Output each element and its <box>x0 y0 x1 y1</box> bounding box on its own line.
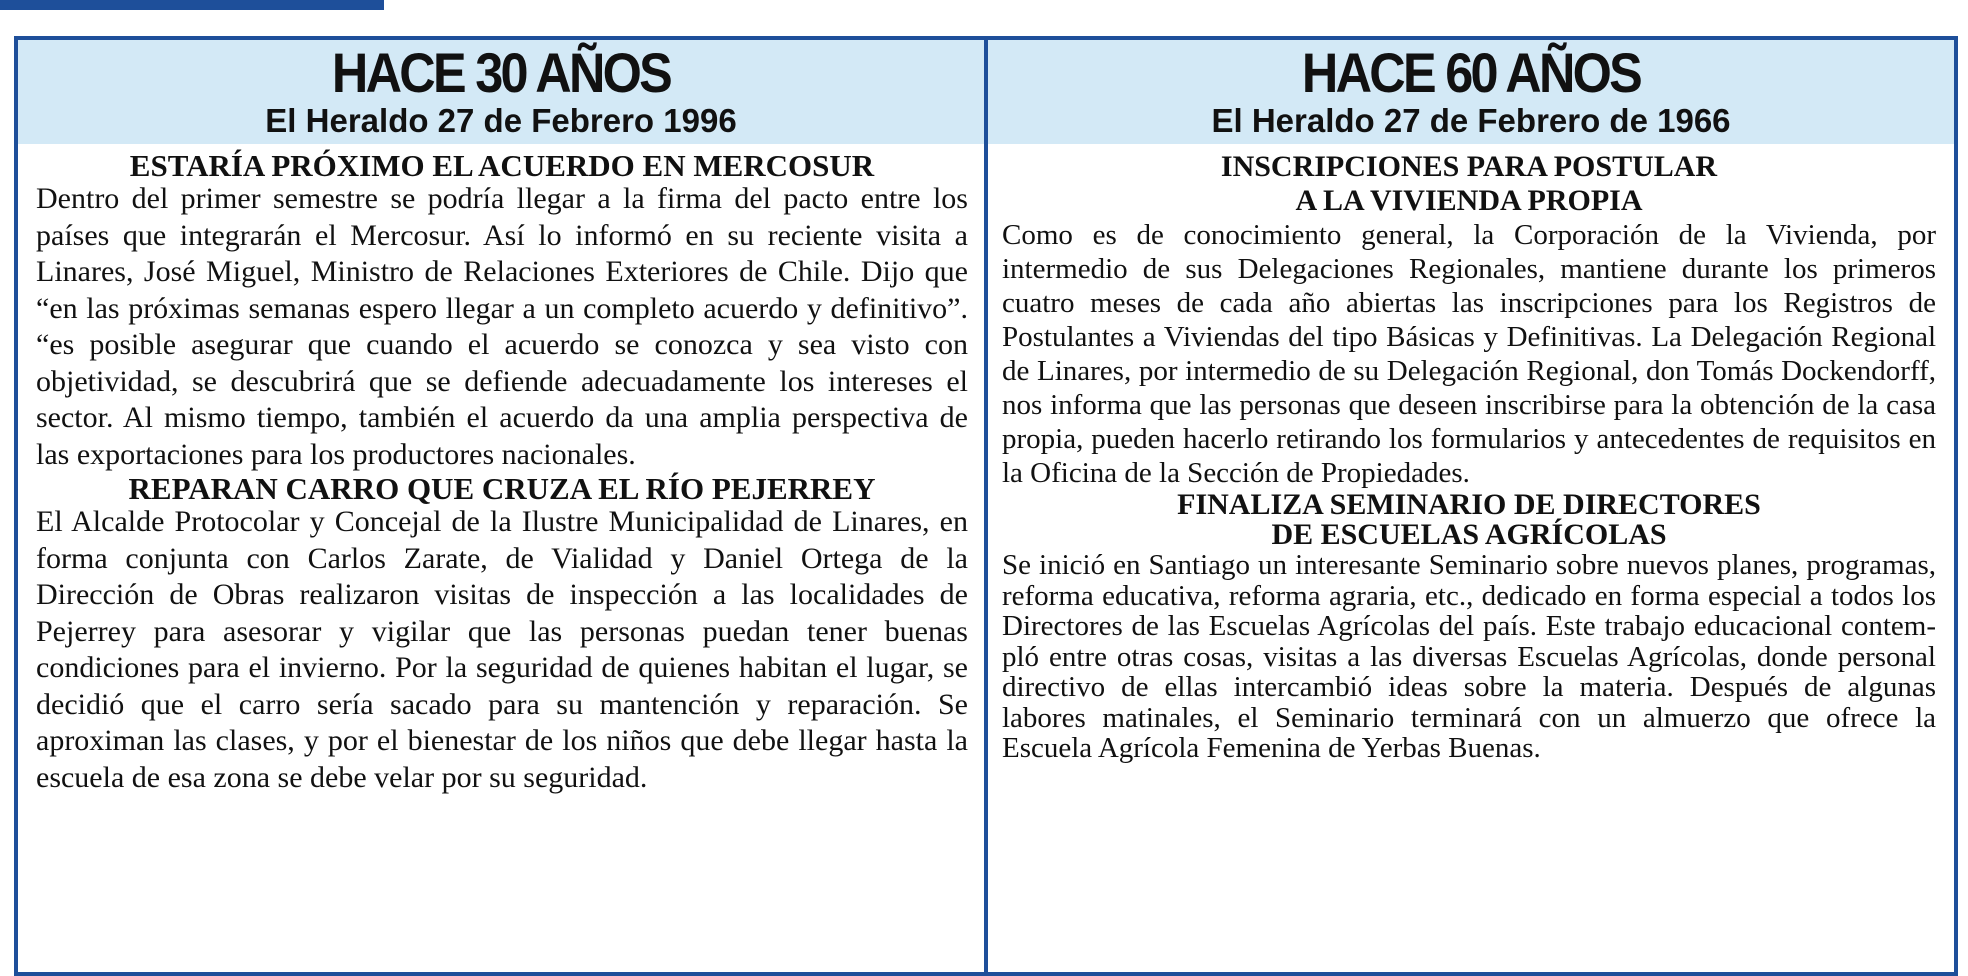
headline-line: A LA VIVIENDA PROPIA <box>1295 184 1643 217</box>
headline-line: DE ESCUELAS AGRÍCOLAS <box>1271 518 1667 551</box>
article-headline <box>1002 490 1936 550</box>
left-column <box>18 40 984 972</box>
headline-line: FINALIZA SEMINARIO DE DIRECTORES <box>1177 488 1761 521</box>
article-headline: REPARAN CARRO QUE CRUZA EL RÍO PEJERREY <box>128 471 876 506</box>
article-body: Se inició en Santiago un interesante Seminario sobre nuevos planes, programas, reforma educativa, reforma agraria, etc., dedicado en forma especial a todos los Directores de las Escuelas Agrícolas del país. Este trabajo educacional contempló entre otras cosas, visitas a las diversas Escuelas Agrícolas, donde personal directivo de ellas intercambió ideas sobre la materia. Después de algunas labores matinales, el Seminario terminará con un almuerzo que ofrece la Escuela Agrícola Femenina de Yerbas Buenas. <box>1002 549 1936 764</box>
left-column-body <box>18 144 984 796</box>
article-body: Como es de conocimiento general, la Corporación de la Vivienda, por intermedio de sus Delegaciones Regionales, mantiene durante los primeros cuatro meses de cada año abiertas las inscripciones para los Registros de Postulantes a Viviendas del tipo Básicas y Definitivas. La Delegación Regional de Linares, por intermedio de su Delegación Regional, don Tomás Dockendorff, nos informa que las personas que deseen inscribirse para la obtención de la casa propia, pueden hacerlo retirando los formularios y antecedentes de requisitos en la Oficina de la Sección de Propiedades. <box>1002 219 1936 489</box>
article-headline: ESTARÍA PRÓXIMO EL ACUERDO EN MERCOSUR <box>129 148 875 183</box>
article-body: Dentro del primer semestre se podría llegar a la firma del pacto entre los países que integrarán el Mercosur. Así lo informó en su reciente visita a Linares, José Miguel, Ministro de Relaciones Exteriores de Chile. Dijo que “en las próximas semanas espero llegar a un completo acuerdo y definitivo”. “es posible asegurar que cuando el acuerdo se conozca y sea visto con objetividad, se descubrirá que se defiende adecuadamente los intereses el sector. Al mismo tiempo, también el acuerdo da una amplia perspectiva de las exportaciones para los productores nacionales. <box>36 182 968 471</box>
right-column-title: HACE 60 AÑOS <box>1301 41 1641 104</box>
headline-line: INSCRIPCIONES PARA POSTULAR <box>1220 150 1718 183</box>
right-column-subtitle: El Heraldo 27 de Febrero de 1966 <box>1211 102 1731 139</box>
article-headline <box>1002 150 1936 218</box>
columns-frame <box>14 36 1958 976</box>
right-column <box>984 40 1954 972</box>
right-column-body <box>988 144 1954 764</box>
right-column-header <box>988 40 1954 144</box>
article-body: El Alcalde Protocolar y Concejal de la Ilustre Municipalidad de Linares, en forma conjunta con Carlos Zarate, de Vialidad y Daniel Ortega de la Dirección de Obras realizaron visitas de inspección a las localidades de Pejerrey para asesorar y vigilar que las personas puedan tener buenas condiciones para el invierno. Por la seguridad de quienes habitan el lugar, se decidió que el carro sería sacado para su mantención y reparación. Se aproximan las clases, y por el bienestar de los niños que debe llegar hasta la escuela de esa zona se debe velar por su seguridad. <box>36 505 968 794</box>
left-column-title: HACE 30 AÑOS <box>331 41 671 104</box>
left-column-subtitle: El Heraldo 27 de Febrero 1996 <box>265 102 737 139</box>
top-color-bar <box>0 0 384 10</box>
left-column-header <box>18 40 984 144</box>
